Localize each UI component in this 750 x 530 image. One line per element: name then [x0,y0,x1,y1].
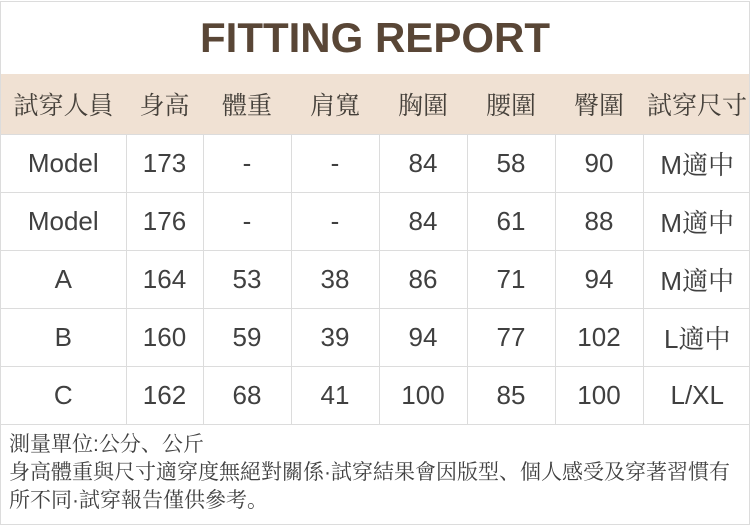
cell-tester: A [1,251,126,309]
cell-shoulder: - [291,135,379,193]
cell-hip: 90 [555,135,643,193]
table-row [1,367,750,425]
cell-tester: Model [1,135,126,193]
fitting-disclaimer-note: 身高體重與尺寸適穿度無絕對關係·試穿結果會因版型、個人感受及穿著習慣有所不同·試穿報告僅供參考。 [9,461,730,512]
cell-tester: B [1,309,126,367]
table-row [1,309,750,367]
cell-weight: - [203,193,291,251]
cell-fit-size: L/XL [643,367,750,425]
cell-fit-size: M適中 [643,193,750,251]
column-header-height: 身高 [126,74,203,135]
cell-tester: C [1,367,126,425]
cell-bust: 100 [379,367,467,425]
cell-height: 176 [126,193,203,251]
table-row [1,251,750,309]
column-header-hip: 臀圍 [555,74,643,135]
cell-height: 164 [126,251,203,309]
cell-bust: 84 [379,135,467,193]
cell-bust: 84 [379,193,467,251]
cell-hip: 88 [555,193,643,251]
cell-waist: 58 [467,135,555,193]
cell-weight: 59 [203,309,291,367]
footer-notes [1,425,749,515]
cell-bust: 86 [379,251,467,309]
fitting-table [1,74,750,425]
cell-height: 173 [126,135,203,193]
cell-fit-size: M適中 [643,251,750,309]
table-row [1,135,750,193]
cell-waist: 85 [467,367,555,425]
column-header-weight: 體重 [203,74,291,135]
cell-hip: 100 [555,367,643,425]
cell-shoulder: 39 [291,309,379,367]
cell-shoulder: 38 [291,251,379,309]
measurement-unit-note: 測量單位:公分、公斤 [9,433,204,456]
column-header-bust: 胸圍 [379,74,467,135]
cell-fit-size: L適中 [643,309,750,367]
cell-hip: 102 [555,309,643,367]
table-row [1,193,750,251]
table-header [1,74,750,135]
column-header-waist: 腰圍 [467,74,555,135]
table-body [1,135,750,425]
cell-weight: 68 [203,367,291,425]
cell-waist: 61 [467,193,555,251]
column-header-fit-size: 試穿尺寸 [643,74,750,135]
cell-waist: 71 [467,251,555,309]
cell-hip: 94 [555,251,643,309]
cell-tester: Model [1,193,126,251]
cell-shoulder: 41 [291,367,379,425]
cell-shoulder: - [291,193,379,251]
cell-waist: 77 [467,309,555,367]
page-title: FITTING REPORT [200,14,550,61]
title-band [1,2,749,74]
cell-fit-size: M適中 [643,135,750,193]
cell-weight: - [203,135,291,193]
column-header-shoulder: 肩寬 [291,74,379,135]
cell-bust: 94 [379,309,467,367]
column-header-tester: 試穿人員 [1,74,126,135]
fitting-report-sheet [0,1,750,525]
cell-height: 160 [126,309,203,367]
header-row [1,74,750,135]
cell-weight: 53 [203,251,291,309]
cell-height: 162 [126,367,203,425]
